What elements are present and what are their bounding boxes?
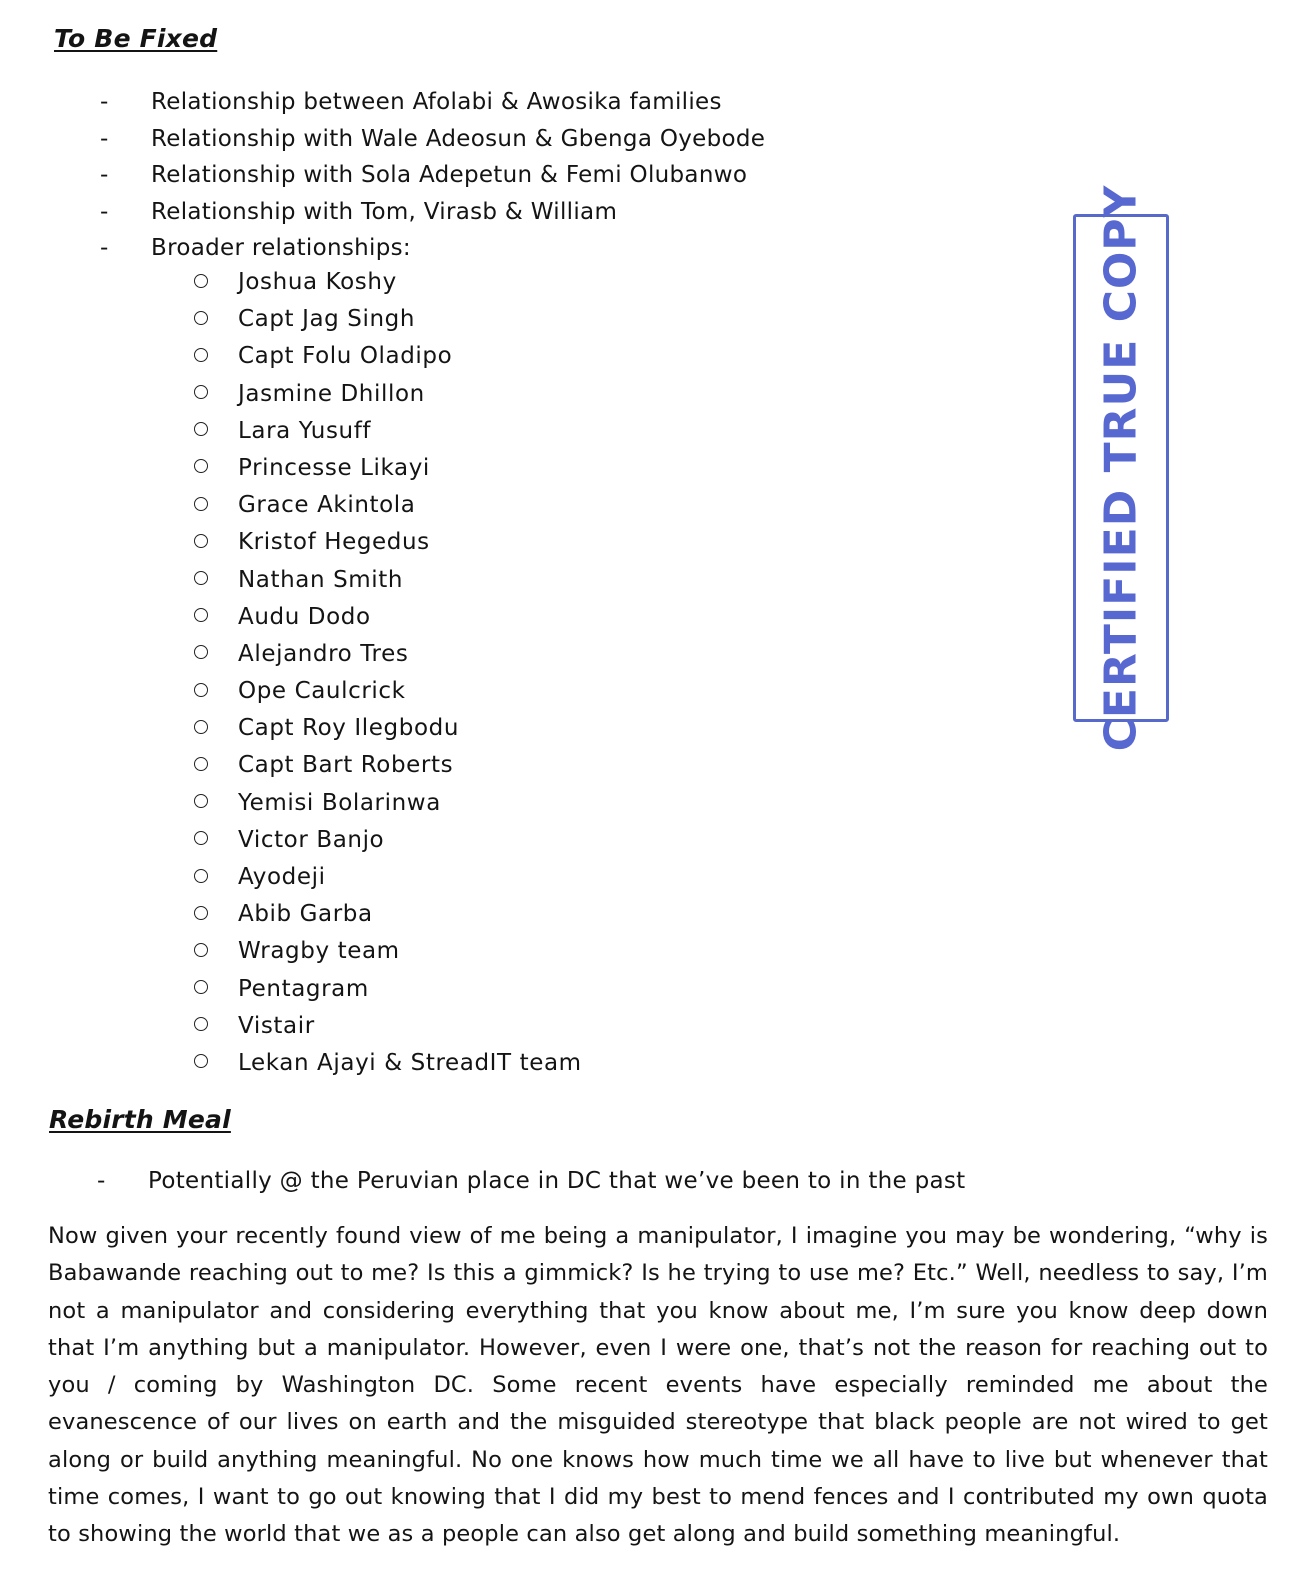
sublist-item-text: Capt Bart Roberts [238, 752, 454, 779]
rebirth-meal-list [93, 1163, 966, 1200]
sublist-item [190, 599, 582, 636]
sublist-item [190, 636, 582, 673]
certified-true-copy-stamp [1073, 184, 1169, 752]
sublist-item [190, 933, 582, 970]
section-heading-to-be-fixed: To Be Fixed [54, 24, 218, 53]
sublist-item-text: Capt Roy Ilegbodu [238, 715, 459, 742]
sublist-item [190, 487, 582, 524]
circle-bullet-icon [194, 831, 208, 845]
sublist-item-text: Victor Banjo [238, 826, 385, 853]
list-item [96, 157, 765, 194]
dash-marker: - [100, 89, 109, 115]
sublist-item-text: Yemisi Bolarinwa [238, 789, 441, 816]
sublist-item-text: Capt Folu Oladipo [238, 343, 453, 370]
sublist-item-text: Jasmine Dhillon [238, 380, 425, 407]
list-item-text: Broader relationships: [151, 235, 411, 261]
sublist-item [190, 896, 582, 933]
sublist-item-text: Ope Caulcrick [238, 678, 406, 705]
circle-bullet-icon [194, 348, 208, 362]
circle-bullet-icon [194, 608, 208, 622]
sublist-item-text: Alejandro Tres [238, 640, 409, 667]
sublist-item [190, 859, 582, 896]
sublist-item-text: Grace Akintola [238, 492, 416, 519]
stamp-text: CERTIFIED TRUE COPY [1095, 184, 1147, 752]
dash-marker: - [97, 1168, 106, 1194]
circle-bullet-icon [194, 683, 208, 697]
circle-bullet-icon [194, 794, 208, 808]
list-item [96, 230, 765, 267]
to-be-fixed-list [96, 84, 765, 267]
sublist-item [190, 524, 582, 561]
sublist-item [190, 822, 582, 859]
list-item-text: Relationship between Afolabi & Awosika families [151, 89, 722, 115]
sublist-item [190, 301, 582, 338]
list-item-text: Potentially @ the Peruvian place in DC that we’ve been to in the past [148, 1168, 966, 1194]
circle-bullet-icon [194, 1017, 208, 1031]
sublist-item [190, 264, 582, 301]
sublist-item [190, 562, 582, 599]
circle-bullet-icon [194, 943, 208, 957]
list-item-text: Relationship with Wale Adeosun & Gbenga Oyebode [151, 125, 766, 152]
sublist-item [190, 338, 582, 375]
dash-marker: - [100, 198, 109, 225]
circle-bullet-icon [194, 906, 208, 920]
circle-bullet-icon [194, 720, 208, 734]
sublist-item [190, 1008, 582, 1045]
sublist-item [190, 673, 582, 710]
sublist-item [190, 710, 582, 747]
sublist-item-text: Princesse Likayi [238, 454, 430, 481]
circle-bullet-icon [194, 534, 208, 548]
circle-bullet-icon [194, 869, 208, 883]
circle-bullet-icon [194, 1054, 208, 1068]
sublist-item [190, 1045, 582, 1082]
dash-marker: - [100, 235, 109, 261]
list-item-text: Relationship with Sola Adepetun & Femi Olubanwo [151, 162, 748, 188]
circle-bullet-icon [194, 757, 208, 771]
sublist-item-text: Kristof Hegedus [238, 529, 430, 556]
sublist-item [190, 413, 582, 450]
sublist-item [190, 971, 582, 1008]
sublist-item [190, 450, 582, 487]
sublist-item-text: Ayodeji [238, 864, 326, 890]
section-heading-rebirth-meal: Rebirth Meal [49, 1105, 231, 1134]
body-paragraph: Now given your recently found view of me being a manipulator, I imagine you may be wondering, “why is Babawande reaching out to me? Is this a gimmick? Is he trying to use me? Etc.” Well, needless to say, I’m not a manipulator and considering everything that you know about me, I’m sure you know deep down that I’m anything but a manipulator. However, even I were one, that’s not the reason for reaching out to you / coming by Washington DC. Some recent events have especially reminded me about the evanescence of our lives on earth and the misguided stereotype that black people are not wired to get along or build anything meaningful. No one knows how much time we all have to live but whenever that time comes, I want to go out knowing that I did my best to mend fences and I contributed my own quota to showing the world that we as a people can also get along and build something meaningful. [48, 1223, 1268, 1548]
sublist-item-text: Vistair [238, 1012, 315, 1039]
sublist-item [190, 785, 582, 822]
sublist-item [190, 747, 582, 784]
list-item-text: Relationship with Tom, Virasb & William [151, 198, 618, 225]
list-item [96, 84, 765, 121]
circle-bullet-icon [194, 311, 208, 325]
sublist-item-text: Capt Jag Singh [238, 306, 416, 333]
sublist-item-text: Audu Dodo [238, 603, 371, 630]
sublist-item-text: Nathan Smith [238, 566, 404, 593]
list-item [96, 194, 765, 231]
sublist-item-text: Lekan Ajayi & StreadIT team [238, 1049, 582, 1076]
sublist-item-text: Pentagram [238, 975, 369, 1002]
sublist-item-text: Joshua Koshy [238, 269, 397, 295]
circle-bullet-icon [194, 459, 208, 473]
sublist-item-text: Wragby team [238, 938, 400, 965]
broader-relationships-list [190, 264, 582, 1082]
dash-marker: - [100, 162, 109, 188]
dash-marker: - [100, 125, 109, 152]
circle-bullet-icon [194, 385, 208, 399]
circle-bullet-icon [194, 645, 208, 659]
circle-bullet-icon [194, 980, 208, 994]
circle-bullet-icon [194, 274, 208, 288]
list-item [93, 1163, 966, 1200]
circle-bullet-icon [194, 497, 208, 511]
circle-bullet-icon [194, 422, 208, 436]
circle-bullet-icon [194, 571, 208, 585]
sublist-item [190, 376, 582, 413]
sublist-item-text: Lara Yusuff [238, 417, 372, 444]
sublist-item-text: Abib Garba [238, 901, 373, 928]
list-item [96, 121, 765, 158]
